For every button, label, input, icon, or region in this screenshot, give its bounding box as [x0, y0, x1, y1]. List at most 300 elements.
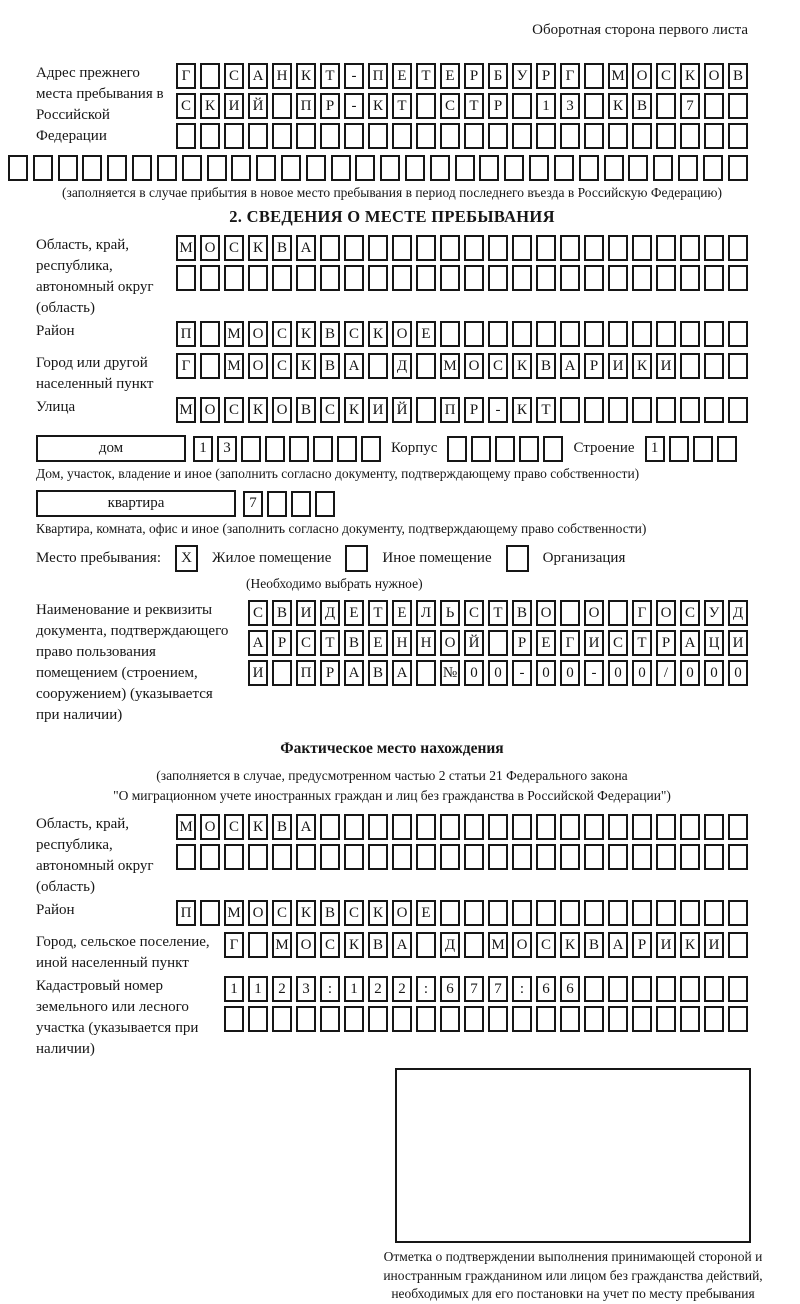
- char-box[interactable]: Г: [560, 630, 580, 656]
- char-box[interactable]: 0: [704, 660, 724, 686]
- char-box[interactable]: [488, 123, 508, 149]
- char-box[interactable]: 7: [464, 976, 484, 1002]
- char-box[interactable]: Р: [512, 630, 532, 656]
- char-box[interactable]: [584, 397, 604, 423]
- char-box[interactable]: А: [608, 932, 628, 958]
- char-box[interactable]: [656, 814, 676, 840]
- char-box[interactable]: [512, 123, 532, 149]
- char-box[interactable]: [296, 844, 316, 870]
- char-box[interactable]: [560, 321, 580, 347]
- char-box[interactable]: 2: [368, 976, 388, 1002]
- char-box[interactable]: Е: [344, 600, 364, 626]
- char-box[interactable]: 1: [193, 436, 213, 462]
- char-box[interactable]: С: [680, 600, 700, 626]
- char-box[interactable]: [440, 844, 460, 870]
- char-box[interactable]: И: [224, 93, 244, 119]
- char-box[interactable]: [58, 155, 78, 181]
- char-box[interactable]: К: [368, 900, 388, 926]
- char-box[interactable]: 3: [296, 976, 316, 1002]
- char-box[interactable]: [272, 1006, 292, 1032]
- char-box[interactable]: Е: [416, 321, 436, 347]
- char-box[interactable]: [608, 265, 628, 291]
- char-box[interactable]: С: [608, 630, 628, 656]
- char-box[interactable]: [200, 353, 220, 379]
- char-box[interactable]: Т: [416, 63, 436, 89]
- char-box[interactable]: С: [224, 235, 244, 261]
- char-box[interactable]: [464, 123, 484, 149]
- char-box[interactable]: [536, 1006, 556, 1032]
- char-box[interactable]: [440, 235, 460, 261]
- char-box[interactable]: [584, 123, 604, 149]
- char-box[interactable]: С: [344, 900, 364, 926]
- char-box[interactable]: [320, 844, 340, 870]
- char-box[interactable]: [248, 1006, 268, 1032]
- char-box[interactable]: К: [200, 93, 220, 119]
- char-box[interactable]: 6: [536, 976, 556, 1002]
- char-box[interactable]: Е: [368, 630, 388, 656]
- char-box[interactable]: [440, 1006, 460, 1032]
- char-box[interactable]: К: [368, 321, 388, 347]
- char-box[interactable]: [504, 155, 524, 181]
- char-box[interactable]: С: [224, 63, 244, 89]
- char-box[interactable]: [200, 123, 220, 149]
- char-box[interactable]: [488, 814, 508, 840]
- char-box[interactable]: 3: [560, 93, 580, 119]
- char-box[interactable]: В: [728, 63, 748, 89]
- char-box[interactable]: [560, 814, 580, 840]
- char-box[interactable]: 0: [728, 660, 748, 686]
- char-box[interactable]: К: [680, 63, 700, 89]
- char-box[interactable]: -: [584, 660, 604, 686]
- char-box[interactable]: [728, 235, 748, 261]
- char-box[interactable]: 7: [488, 976, 508, 1002]
- char-box[interactable]: [728, 155, 748, 181]
- char-box[interactable]: [392, 123, 412, 149]
- char-box[interactable]: И: [656, 353, 676, 379]
- char-box[interactable]: [536, 844, 556, 870]
- char-box[interactable]: А: [248, 63, 268, 89]
- char-box[interactable]: [464, 814, 484, 840]
- char-box[interactable]: [554, 155, 574, 181]
- char-box[interactable]: [488, 1006, 508, 1032]
- char-box[interactable]: М: [176, 814, 196, 840]
- char-box[interactable]: [584, 1006, 604, 1032]
- char-box[interactable]: [512, 814, 532, 840]
- char-box[interactable]: Т: [368, 600, 388, 626]
- char-box[interactable]: [464, 321, 484, 347]
- char-box[interactable]: [495, 436, 515, 462]
- char-box[interactable]: [248, 123, 268, 149]
- char-box[interactable]: Т: [392, 93, 412, 119]
- char-box[interactable]: [291, 491, 311, 517]
- stay-option-dwelling-checkbox[interactable]: X: [175, 545, 198, 572]
- char-box[interactable]: [272, 123, 292, 149]
- char-box[interactable]: В: [368, 660, 388, 686]
- char-box[interactable]: [632, 976, 652, 1002]
- char-box[interactable]: [584, 235, 604, 261]
- char-box[interactable]: [447, 436, 467, 462]
- char-box[interactable]: [512, 235, 532, 261]
- char-box[interactable]: Г: [632, 600, 652, 626]
- char-box[interactable]: [680, 123, 700, 149]
- char-box[interactable]: [680, 397, 700, 423]
- char-box[interactable]: А: [296, 235, 316, 261]
- char-box[interactable]: 0: [536, 660, 556, 686]
- char-box[interactable]: 1: [248, 976, 268, 1002]
- char-box[interactable]: [536, 814, 556, 840]
- char-box[interactable]: С: [176, 93, 196, 119]
- char-box[interactable]: [728, 123, 748, 149]
- char-box[interactable]: [704, 93, 724, 119]
- char-box[interactable]: [368, 844, 388, 870]
- char-box[interactable]: [416, 235, 436, 261]
- char-box[interactable]: [704, 900, 724, 926]
- char-box[interactable]: [344, 844, 364, 870]
- char-box[interactable]: К: [296, 63, 316, 89]
- char-box[interactable]: К: [680, 932, 700, 958]
- char-box[interactable]: [728, 321, 748, 347]
- char-box[interactable]: В: [512, 600, 532, 626]
- char-box[interactable]: [464, 844, 484, 870]
- char-box[interactable]: [440, 900, 460, 926]
- char-box[interactable]: [669, 436, 689, 462]
- char-box[interactable]: [416, 814, 436, 840]
- char-box[interactable]: Е: [536, 630, 556, 656]
- char-box[interactable]: [488, 844, 508, 870]
- char-box[interactable]: [176, 844, 196, 870]
- char-box[interactable]: [416, 353, 436, 379]
- char-box[interactable]: [604, 155, 624, 181]
- char-box[interactable]: О: [536, 600, 556, 626]
- char-box[interactable]: К: [512, 353, 532, 379]
- char-box[interactable]: 0: [488, 660, 508, 686]
- char-box[interactable]: [344, 235, 364, 261]
- char-box[interactable]: -: [512, 660, 532, 686]
- char-box[interactable]: [157, 155, 177, 181]
- char-box[interactable]: [579, 155, 599, 181]
- char-box[interactable]: [176, 265, 196, 291]
- char-box[interactable]: [703, 155, 723, 181]
- char-box[interactable]: О: [392, 900, 412, 926]
- char-box[interactable]: [176, 123, 196, 149]
- char-box[interactable]: [182, 155, 202, 181]
- char-box[interactable]: Р: [488, 93, 508, 119]
- char-box[interactable]: [536, 265, 556, 291]
- char-box[interactable]: [728, 814, 748, 840]
- char-box[interactable]: [693, 436, 713, 462]
- char-box[interactable]: Е: [392, 63, 412, 89]
- char-box[interactable]: [416, 265, 436, 291]
- char-box[interactable]: [653, 155, 673, 181]
- char-box[interactable]: [368, 123, 388, 149]
- char-box[interactable]: [241, 436, 261, 462]
- char-box[interactable]: [560, 844, 580, 870]
- char-box[interactable]: В: [320, 321, 340, 347]
- char-box[interactable]: Д: [392, 353, 412, 379]
- char-box[interactable]: М: [176, 235, 196, 261]
- char-box[interactable]: [207, 155, 227, 181]
- char-box[interactable]: [628, 155, 648, 181]
- char-box[interactable]: [296, 123, 316, 149]
- char-box[interactable]: [296, 265, 316, 291]
- char-box[interactable]: В: [272, 235, 292, 261]
- char-box[interactable]: [560, 1006, 580, 1032]
- char-box[interactable]: В: [296, 397, 316, 423]
- char-box[interactable]: О: [272, 397, 292, 423]
- char-box[interactable]: [536, 900, 556, 926]
- char-box[interactable]: К: [344, 932, 364, 958]
- char-box[interactable]: [656, 235, 676, 261]
- char-box[interactable]: [680, 976, 700, 1002]
- apartment-type-box[interactable]: квартира: [36, 490, 236, 517]
- char-box[interactable]: [632, 1006, 652, 1032]
- char-box[interactable]: [464, 900, 484, 926]
- char-box[interactable]: А: [392, 660, 412, 686]
- char-box[interactable]: [256, 155, 276, 181]
- char-box[interactable]: [584, 900, 604, 926]
- char-box[interactable]: К: [632, 353, 652, 379]
- char-box[interactable]: С: [344, 321, 364, 347]
- char-box[interactable]: О: [464, 353, 484, 379]
- char-box[interactable]: Р: [464, 63, 484, 89]
- char-box[interactable]: [512, 900, 532, 926]
- char-box[interactable]: [416, 93, 436, 119]
- char-box[interactable]: [680, 844, 700, 870]
- char-box[interactable]: [608, 123, 628, 149]
- char-box[interactable]: К: [344, 397, 364, 423]
- char-box[interactable]: Й: [464, 630, 484, 656]
- char-box[interactable]: [728, 932, 748, 958]
- char-box[interactable]: В: [272, 600, 292, 626]
- char-box[interactable]: 6: [440, 976, 460, 1002]
- char-box[interactable]: У: [512, 63, 532, 89]
- char-box[interactable]: [608, 600, 628, 626]
- char-box[interactable]: [281, 155, 301, 181]
- char-box[interactable]: 1: [344, 976, 364, 1002]
- char-box[interactable]: [272, 844, 292, 870]
- char-box[interactable]: Т: [488, 600, 508, 626]
- char-box[interactable]: Й: [392, 397, 412, 423]
- char-box[interactable]: [337, 436, 357, 462]
- char-box[interactable]: Ц: [704, 630, 724, 656]
- char-box[interactable]: М: [224, 353, 244, 379]
- char-box[interactable]: [224, 265, 244, 291]
- char-box[interactable]: [704, 844, 724, 870]
- char-box[interactable]: [632, 397, 652, 423]
- char-box[interactable]: И: [296, 600, 316, 626]
- char-box[interactable]: И: [368, 397, 388, 423]
- char-box[interactable]: П: [296, 93, 316, 119]
- char-box[interactable]: М: [224, 321, 244, 347]
- char-box[interactable]: [632, 123, 652, 149]
- char-box[interactable]: С: [272, 900, 292, 926]
- char-box[interactable]: [632, 900, 652, 926]
- char-box[interactable]: С: [488, 353, 508, 379]
- char-box[interactable]: Д: [440, 932, 460, 958]
- char-box[interactable]: [608, 235, 628, 261]
- char-box[interactable]: С: [224, 814, 244, 840]
- char-box[interactable]: [704, 235, 724, 261]
- char-box[interactable]: С: [320, 397, 340, 423]
- char-box[interactable]: [392, 844, 412, 870]
- char-box[interactable]: [680, 814, 700, 840]
- char-box[interactable]: [464, 235, 484, 261]
- char-box[interactable]: [416, 1006, 436, 1032]
- char-box[interactable]: [416, 123, 436, 149]
- char-box[interactable]: [368, 1006, 388, 1032]
- char-box[interactable]: М: [608, 63, 628, 89]
- char-box[interactable]: Б: [488, 63, 508, 89]
- char-box[interactable]: С: [296, 630, 316, 656]
- char-box[interactable]: [529, 155, 549, 181]
- char-box[interactable]: [519, 436, 539, 462]
- char-box[interactable]: [656, 1006, 676, 1032]
- char-box[interactable]: [608, 397, 628, 423]
- char-box[interactable]: А: [344, 353, 364, 379]
- char-box[interactable]: А: [560, 353, 580, 379]
- char-box[interactable]: Й: [248, 93, 268, 119]
- char-box[interactable]: [632, 814, 652, 840]
- char-box[interactable]: Е: [392, 600, 412, 626]
- char-box[interactable]: И: [608, 353, 628, 379]
- char-box[interactable]: [512, 321, 532, 347]
- char-box[interactable]: [656, 900, 676, 926]
- char-box[interactable]: [678, 155, 698, 181]
- char-box[interactable]: [728, 1006, 748, 1032]
- char-box[interactable]: [728, 397, 748, 423]
- char-box[interactable]: Г: [176, 63, 196, 89]
- char-box[interactable]: Т: [320, 63, 340, 89]
- char-box[interactable]: [584, 321, 604, 347]
- char-box[interactable]: [608, 976, 628, 1002]
- char-box[interactable]: В: [632, 93, 652, 119]
- char-box[interactable]: Н: [392, 630, 412, 656]
- char-box[interactable]: [608, 844, 628, 870]
- char-box[interactable]: [704, 976, 724, 1002]
- char-box[interactable]: [536, 235, 556, 261]
- char-box[interactable]: №: [440, 660, 460, 686]
- char-box[interactable]: 0: [560, 660, 580, 686]
- char-box[interactable]: О: [200, 235, 220, 261]
- char-box[interactable]: М: [488, 932, 508, 958]
- char-box[interactable]: [512, 1006, 532, 1032]
- char-box[interactable]: [344, 814, 364, 840]
- char-box[interactable]: [224, 844, 244, 870]
- char-box[interactable]: Р: [656, 630, 676, 656]
- char-box[interactable]: Т: [632, 630, 652, 656]
- char-box[interactable]: :: [320, 976, 340, 1002]
- char-box[interactable]: 1: [536, 93, 556, 119]
- char-box[interactable]: О: [248, 900, 268, 926]
- char-box[interactable]: А: [344, 660, 364, 686]
- char-box[interactable]: 1: [224, 976, 244, 1002]
- char-box[interactable]: [488, 235, 508, 261]
- char-box[interactable]: К: [560, 932, 580, 958]
- char-box[interactable]: [680, 1006, 700, 1032]
- char-box[interactable]: [728, 93, 748, 119]
- char-box[interactable]: П: [176, 900, 196, 926]
- char-box[interactable]: [392, 265, 412, 291]
- char-box[interactable]: [560, 265, 580, 291]
- char-box[interactable]: [656, 397, 676, 423]
- char-box[interactable]: [728, 900, 748, 926]
- char-box[interactable]: -: [344, 63, 364, 89]
- char-box[interactable]: 0: [608, 660, 628, 686]
- char-box[interactable]: [380, 155, 400, 181]
- char-box[interactable]: /: [656, 660, 676, 686]
- char-box[interactable]: [543, 436, 563, 462]
- char-box[interactable]: П: [368, 63, 388, 89]
- char-box[interactable]: [361, 436, 381, 462]
- char-box[interactable]: К: [296, 321, 316, 347]
- char-box[interactable]: Р: [632, 932, 652, 958]
- house-type-box[interactable]: дом: [36, 435, 186, 462]
- char-box[interactable]: [728, 353, 748, 379]
- char-box[interactable]: [488, 265, 508, 291]
- char-box[interactable]: [656, 123, 676, 149]
- char-box[interactable]: [107, 155, 127, 181]
- char-box[interactable]: К: [608, 93, 628, 119]
- char-box[interactable]: [704, 814, 724, 840]
- char-box[interactable]: [584, 265, 604, 291]
- char-box[interactable]: О: [392, 321, 412, 347]
- char-box[interactable]: [455, 155, 475, 181]
- char-box[interactable]: [704, 397, 724, 423]
- char-box[interactable]: О: [512, 932, 532, 958]
- char-box[interactable]: [416, 397, 436, 423]
- char-box[interactable]: А: [680, 630, 700, 656]
- char-box[interactable]: К: [296, 353, 316, 379]
- char-box[interactable]: -: [344, 93, 364, 119]
- char-box[interactable]: [704, 123, 724, 149]
- char-box[interactable]: [512, 844, 532, 870]
- char-box[interactable]: [680, 900, 700, 926]
- char-box[interactable]: М: [272, 932, 292, 958]
- char-box[interactable]: Р: [320, 93, 340, 119]
- char-box[interactable]: В: [272, 814, 292, 840]
- char-box[interactable]: [200, 321, 220, 347]
- char-box[interactable]: [272, 93, 292, 119]
- char-box[interactable]: [344, 265, 364, 291]
- char-box[interactable]: [8, 155, 28, 181]
- char-box[interactable]: [416, 844, 436, 870]
- char-box[interactable]: [728, 844, 748, 870]
- char-box[interactable]: Г: [560, 63, 580, 89]
- stay-option-other-checkbox[interactable]: [345, 545, 368, 572]
- char-box[interactable]: [132, 155, 152, 181]
- char-box[interactable]: П: [440, 397, 460, 423]
- char-box[interactable]: [584, 814, 604, 840]
- char-box[interactable]: [392, 235, 412, 261]
- char-box[interactable]: О: [200, 814, 220, 840]
- char-box[interactable]: О: [248, 353, 268, 379]
- char-box[interactable]: А: [392, 932, 412, 958]
- char-box[interactable]: О: [584, 600, 604, 626]
- char-box[interactable]: [471, 436, 491, 462]
- char-box[interactable]: Е: [440, 63, 460, 89]
- char-box[interactable]: 0: [680, 660, 700, 686]
- char-box[interactable]: 7: [680, 93, 700, 119]
- char-box[interactable]: [248, 932, 268, 958]
- char-box[interactable]: 2: [392, 976, 412, 1002]
- char-box[interactable]: [584, 93, 604, 119]
- char-box[interactable]: [440, 814, 460, 840]
- char-box[interactable]: С: [536, 932, 556, 958]
- char-box[interactable]: [315, 491, 335, 517]
- char-box[interactable]: С: [440, 93, 460, 119]
- char-box[interactable]: С: [272, 321, 292, 347]
- char-box[interactable]: К: [248, 235, 268, 261]
